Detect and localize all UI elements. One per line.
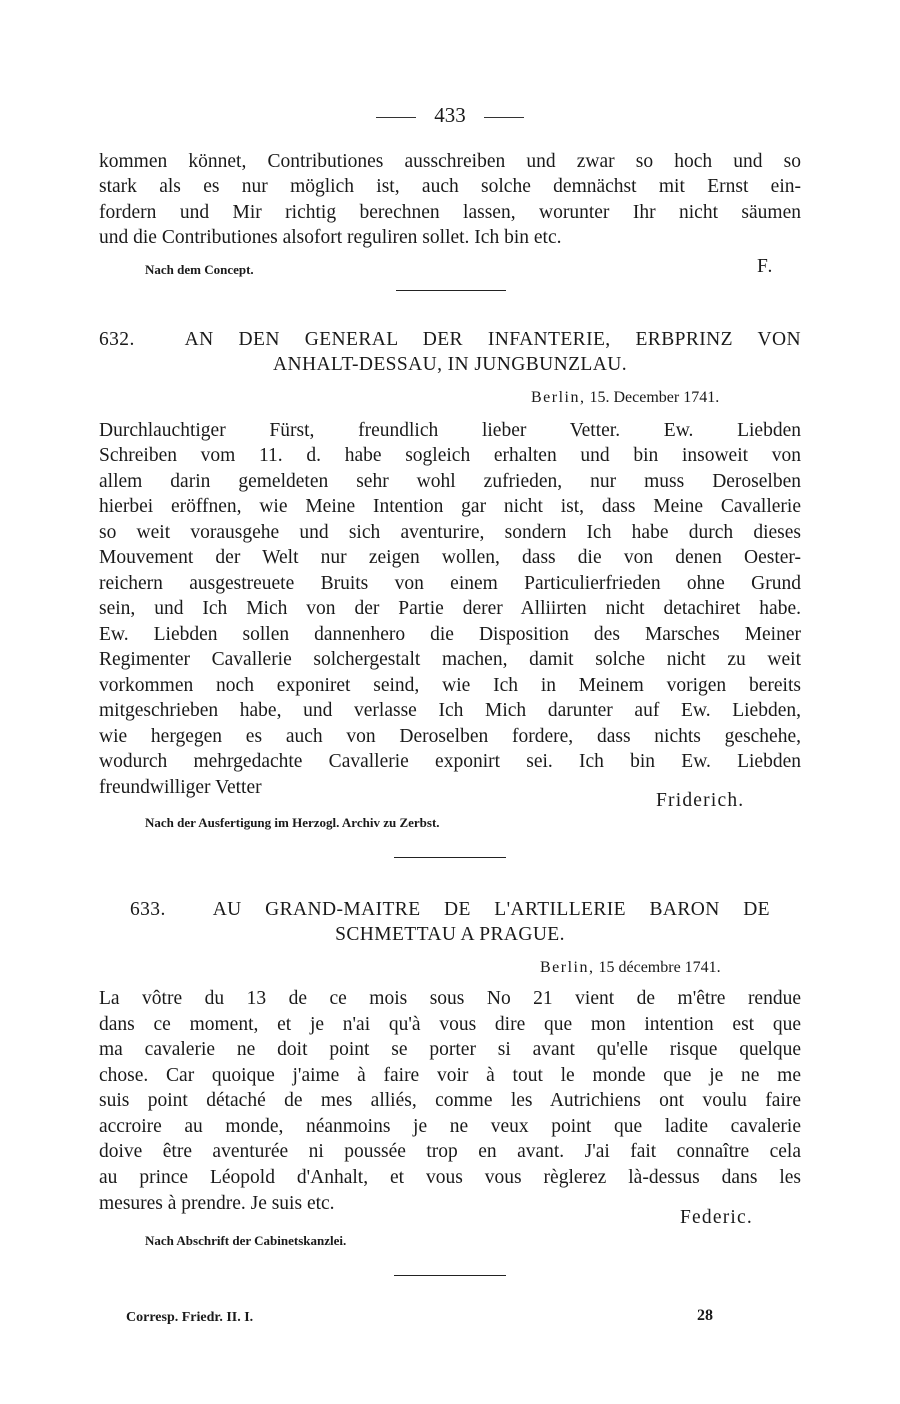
page-number: 433 <box>434 103 466 127</box>
text-line: vorkommen noch exponiret seind, wie Ich in Meinem vorigen bereits <box>99 675 801 696</box>
text-line: La vôtre du 13 de ce mois sous No 21 vient de m'être rendue <box>99 988 801 1009</box>
text-line: Ew. Liebden sollen dannenhero die Disposition des Marsches Meiner <box>99 624 801 645</box>
letter-heading <box>99 327 801 377</box>
footer-sheet-number: 28 <box>697 1307 713 1324</box>
text-line: accroire au monde, néanmoins je ne veux point que ladite cavalerie <box>99 1116 801 1137</box>
text-line: Mouvement der Welt nur zeigen wollen, dass die von denen Oester- <box>99 547 801 568</box>
text-line: hierbei eröffnen, wie Meine Intention gar nicht ist, dass Meine Cavallerie <box>99 496 801 517</box>
place: Berlin, <box>540 959 595 976</box>
text-line: chose. Car quoique j'aime à faire voir à tout le monde que je ne me <box>99 1065 801 1086</box>
date: 15. December 1741. <box>589 389 720 406</box>
heading-line: ANHALT-DESSAU, IN JUNGBUNZLAU. <box>273 354 627 375</box>
section-divider <box>396 290 506 291</box>
letter-number: 632. <box>99 329 135 350</box>
text-line: so weit vorausgehe und sich aventurire, sondern Ich habe durch dieses <box>99 522 801 543</box>
letter-heading <box>130 897 770 947</box>
header-dash-right <box>484 117 524 118</box>
text-line: suis point détaché de mes alliés, comme les Autrichiens ont voulu faire <box>99 1090 801 1111</box>
heading-line: AU GRAND-MAITRE DE L'ARTILLERIE BARON DE <box>212 899 770 920</box>
dateline <box>540 959 721 977</box>
date: 15 décembre 1741. <box>598 959 721 976</box>
page-header <box>0 103 900 128</box>
text-line: fordern und Mir richtig berechnen lassen, worunter Ihr nicht säumen <box>99 202 801 223</box>
text-line: stark als es nur möglich ist, auch solche demnächst mit Ernst ein- <box>99 176 801 197</box>
header-dash-left <box>376 117 416 118</box>
footer-reference: Corresp. Friedr. II. I. <box>126 1310 254 1325</box>
source-note: Nach Abschrift der Cabinetskanzlei. <box>145 1233 347 1248</box>
text-line: wodurch mehrgedachte Cavallerie exponirt sei. Ich bin Ew. Liebden <box>99 751 801 772</box>
heading-line: AN DEN GENERAL DER INFANTERIE, ERBPRINZ VON <box>184 329 801 350</box>
text-line: Durchlauchtiger Fürst, freundlich lieber Vetter. Ew. Liebden <box>99 420 801 441</box>
dateline <box>531 389 719 407</box>
source-note: Nach der Ausfertigung im Herzogl. Archiv zu Zerbst. <box>145 815 440 830</box>
text-line: freundwilliger Vetter <box>99 777 262 798</box>
place: Berlin, <box>531 389 586 406</box>
text-line: Schreiben vom 11. d. habe sogleich erhalten und bin insoweit von <box>99 445 801 466</box>
letter-number: 633. <box>130 899 166 920</box>
signature: F. <box>757 256 774 277</box>
text-line: mitgeschrieben habe, und verlasse Ich Mich darunter auf Ew. Liebden, <box>99 700 801 721</box>
signature: Federic. <box>680 1207 753 1228</box>
text-line: wie hergegen es auch von Deroselben fordere, dass nichts geschehe, <box>99 726 801 747</box>
text-line: Regimenter Cavallerie solchergestalt machen, damit solche nicht zu weit <box>99 649 801 670</box>
text-line: kommen könnet, Contributiones ausschreiben und zwar so hoch und so <box>99 151 801 172</box>
text-line: reichern ausgestreuete Bruits von einem Particulierfrieden ohne Grund <box>99 573 801 594</box>
source-note: Nach dem Concept. <box>145 262 254 277</box>
section-divider <box>394 1275 506 1276</box>
text-line: mesures à prendre. Je suis etc. <box>99 1193 335 1214</box>
text-line: au prince Léopold d'Anhalt, et vous vous règlerez là-dessus dans les <box>99 1167 801 1188</box>
text-line: dans ce moment, et je n'ai qu'à vous dire que mon intention est que <box>99 1014 801 1035</box>
text-line: und die Contributiones alsofort reguliren sollet. Ich bin etc. <box>99 227 562 248</box>
signature: Friderich. <box>656 790 745 811</box>
text-line: allem darin gemeldeten sehr wohl zufrieden, nur muss Deroselben <box>99 471 801 492</box>
text-line: ma cavalerie ne doit point se porter si avant qu'elle risque quelque <box>99 1039 801 1060</box>
text-line: doive être aventurée ni poussée trop en avant. J'ai fait connaître cela <box>99 1141 801 1162</box>
text-line: sein, und Ich Mich von der Partie derer Alliirten nicht detachiret habe. <box>99 598 801 619</box>
heading-line: SCHMETTAU A PRAGUE. <box>335 924 565 945</box>
section-divider <box>394 857 506 858</box>
